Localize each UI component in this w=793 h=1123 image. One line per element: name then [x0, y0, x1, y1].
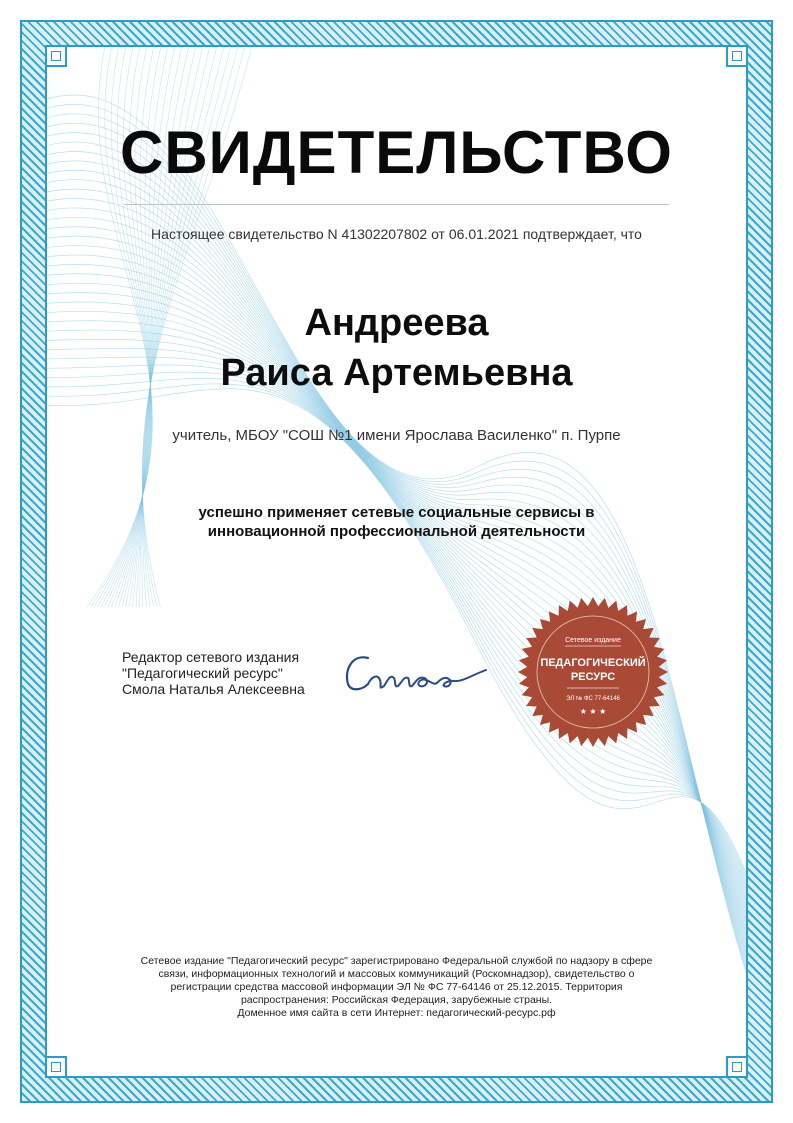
inner-border-line — [45, 45, 748, 1078]
editor-block — [122, 649, 305, 697]
achievement-text — [150, 503, 643, 541]
footer-line-5: Доменное имя сайта в сети Интернет: педагогический-ресурс.рф — [237, 1007, 556, 1019]
seal-main-line-2: РЕСУРС — [570, 671, 616, 683]
corner-ornament-top-left — [45, 45, 67, 67]
footer-line-3: регистрации средства массовой информации ЭЛ № ФС 77-64146 от 25.12.2015. Территория — [170, 981, 623, 993]
editor-signature — [340, 640, 495, 700]
certificate-title: СВИДЕТЕЛЬСТВО — [120, 119, 673, 186]
achievement-line-2: инновационной профессиональной деятельности — [207, 523, 586, 540]
seal-stars: ★ ★ ★ — [579, 707, 607, 716]
achievement-line-1: успешно применяет сетевые социальные сервисы в — [198, 504, 595, 521]
editor-publication: "Педагогический ресурс" — [122, 665, 283, 681]
seal-main-line-1: ПЕДАГОГИЧЕСКИЙ — [540, 657, 646, 669]
seal-top-text: Сетевое издание — [565, 637, 621, 644]
registration-footer — [120, 955, 673, 1020]
footer-line-4: распространения: Российская Федерация, зарубежные страны. — [240, 994, 553, 1006]
recipient-given-names: Раиса Артемьевна — [220, 352, 573, 394]
recipient-surname: Андреева — [304, 302, 489, 344]
recipient-position: учитель, МБОУ "СОШ №1 имени Ярослава Василенко" п. Пурпе — [172, 427, 621, 444]
corner-ornament-bottom-left — [45, 1056, 67, 1078]
footer-line-1: Сетевое издание "Педагогический ресурс" зарегистрировано Федеральной службой по надзору в сфере — [140, 955, 653, 967]
title-divider — [124, 204, 669, 205]
footer-line-2: связи, информационных технологий и массовых коммуникаций (Роскомнадзор), свидетельство о — [158, 968, 635, 980]
editor-title: Редактор сетевого издания — [122, 649, 300, 665]
corner-ornament-bottom-right — [726, 1056, 748, 1078]
recipient-name — [0, 298, 793, 398]
certificate-statement: Настоящее свидетельство N 41302207802 от 06.01.2021 подтверждает, что — [151, 226, 642, 242]
corner-ornament-top-right — [726, 45, 748, 67]
publication-seal — [517, 596, 669, 748]
editor-name: Смола Наталья Алексеевна — [122, 681, 305, 697]
seal-registration: ЭЛ № ФС 77-64146 — [566, 696, 620, 702]
